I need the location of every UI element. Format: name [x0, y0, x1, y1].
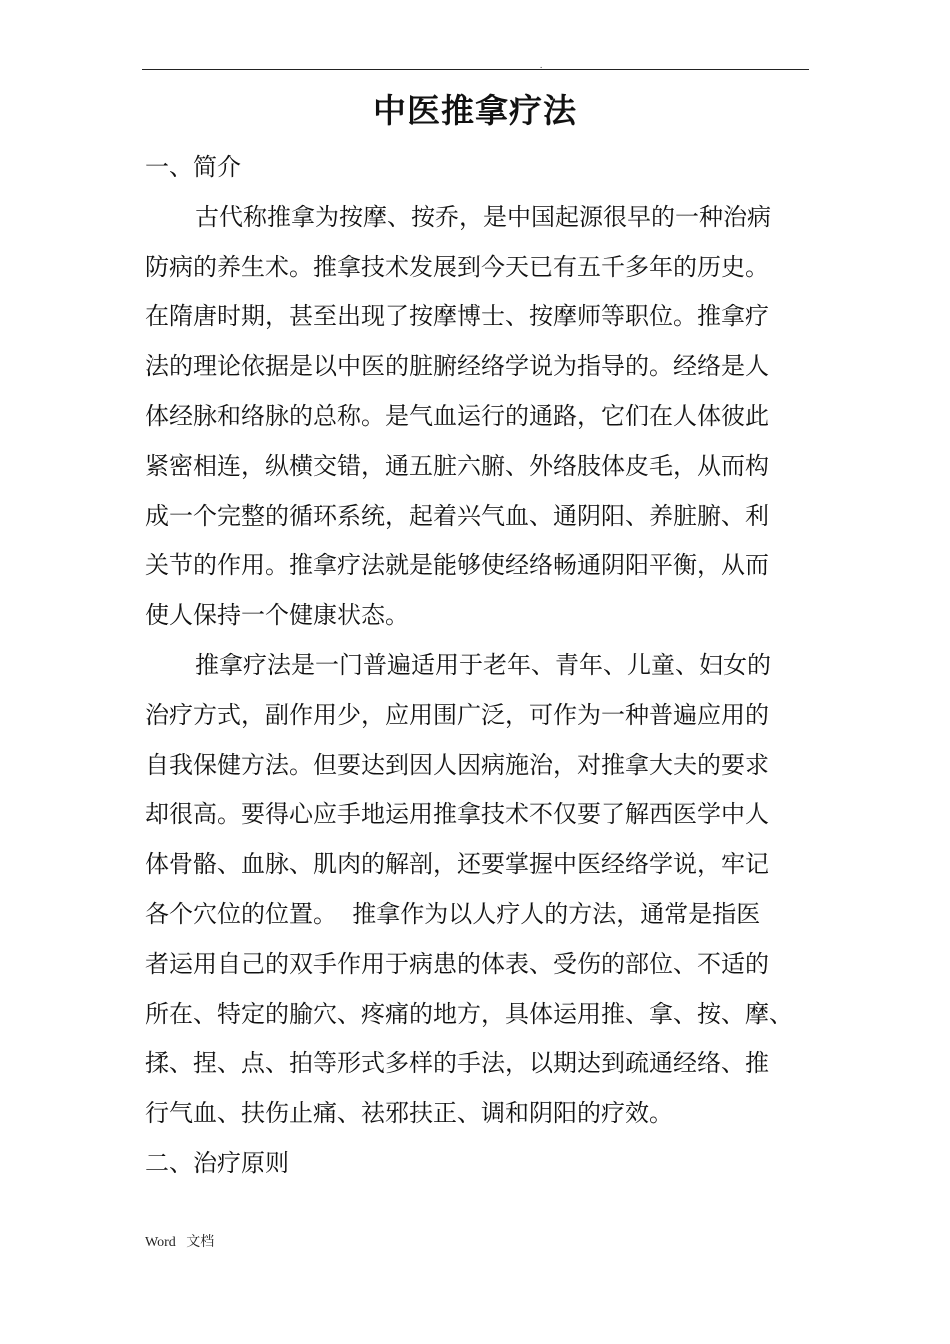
- paragraph-line: 成一个完整的循环系统，起着兴气血、通阴阳、养脏腑、利: [145, 501, 769, 530]
- document-title: 中医推拿疗法: [373, 91, 577, 130]
- paragraph-line: 在隋唐时期，甚至出现了按摩博士、按摩师等职位。推拿疗: [145, 302, 769, 331]
- paragraph-line: 推拿疗法是一门普遍适用于老年、青年、儿童、妇女的: [195, 650, 771, 679]
- paragraph-line: 法的理论依据是以中医的脏腑经络学说为指导的。经络是人: [145, 352, 769, 381]
- document-body: [145, 143, 821, 1189]
- paragraph-line: 各个穴位的位置。 推拿作为以人疗人的方法，通常是指医: [145, 899, 761, 928]
- paragraph-line: 自我保健方法。但要达到因人因病施治，对推拿大夫的要求: [145, 750, 769, 779]
- section-heading-intro: 一、简介: [145, 153, 241, 181]
- paragraph-line: 使人保持一个健康状态。: [145, 601, 409, 630]
- paragraph-line: 体经脉和络脉的总称。是气血运行的通路，它们在人体彼此: [145, 401, 769, 430]
- footer-label: Word 文档: [145, 1235, 215, 1250]
- paragraph-line: 关节的作用。推拿疗法就是能够使经络畅通阴阳平衡，从而: [145, 551, 769, 580]
- paragraph-line: 所在、特定的腧穴、疼痛的地方，具体运用推、拿、按、摩、: [145, 999, 793, 1028]
- paragraph-line: 体骨骼、血脉、肌肉的解剖，还要掌握中医经络学说，牢记: [145, 850, 769, 879]
- paragraph-line: 却很高。要得心应手地运用推拿技术不仅要了解西医学中人: [145, 800, 769, 829]
- paragraph-line: 行气血、扶伤止痛、祛邪扶正、调和阴阳的疗效。: [145, 1099, 673, 1128]
- header-mark: .: [540, 60, 543, 70]
- paragraph-line: 揉、捏、点、拍等形式多样的手法，以期达到疏通经络、推: [145, 1049, 769, 1078]
- paragraph-line: 防病的养生术。推拿技术发展到今天已有五千多年的历史。: [145, 252, 769, 281]
- paragraph-line: 古代称推拿为按摩、按乔，是中国起源很早的一种治病: [195, 202, 771, 231]
- section-heading-principles: 二、治疗原则: [145, 1148, 289, 1177]
- paragraph-line: 治疗方式，副作用少，应用围广泛，可作为一种普遍应用的: [145, 700, 769, 729]
- paragraph-line: 者运用自己的双手作用于病患的体表、受伤的部位、不适的: [145, 949, 769, 978]
- paragraph-line: 紧密相连，纵横交错，通五脏六腑、外络肢体皮毛，从而构: [145, 451, 769, 480]
- header-rule: [142, 69, 809, 70]
